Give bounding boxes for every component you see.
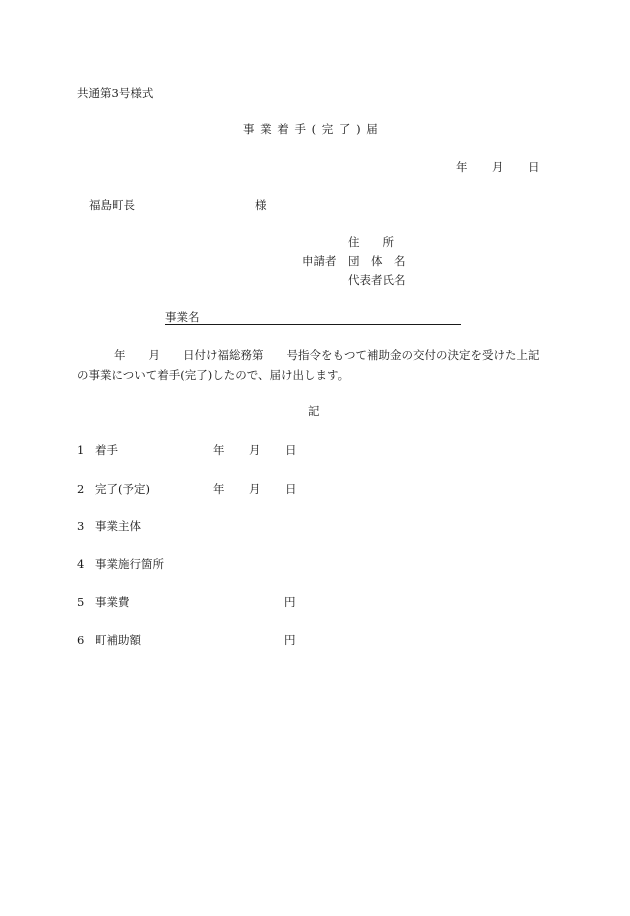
item-number: 5 xyxy=(77,595,85,609)
item-label: 事業主体 xyxy=(95,519,141,533)
date-year-label: 年 xyxy=(456,160,468,174)
item-month-label: 月 xyxy=(249,482,261,496)
address-label: 住 所 xyxy=(348,235,394,249)
addressee-name: 福島町長 xyxy=(89,198,135,212)
document-title: 事 業 着 手 ( 完 了 ) 届 xyxy=(243,122,379,136)
item-label: 事業費 xyxy=(95,595,130,609)
item-day-label: 日 xyxy=(285,443,297,457)
organization-label: 団 体 名 xyxy=(348,254,406,268)
item-month-label: 月 xyxy=(249,443,261,457)
date-day-label: 日 xyxy=(528,160,540,174)
item-year-label: 年 xyxy=(213,482,225,496)
item-label: 完了(予定) xyxy=(95,482,150,496)
project-name-label: 事業名 xyxy=(165,310,200,324)
item-number: 1 xyxy=(77,443,85,457)
item-number: 3 xyxy=(77,519,85,533)
date-month-label: 月 xyxy=(492,160,504,174)
addressee-honorific: 様 xyxy=(255,198,267,212)
item-unit-label: 円 xyxy=(284,633,296,647)
body-line-1: 年 月 日付け福総務第 号指令をもつて補助金の交付の決定を受けた上記 xyxy=(114,348,540,362)
item-label: 事業施行箇所 xyxy=(95,557,164,571)
ki-heading: 記 xyxy=(308,404,320,418)
body-line-2: の事業について着手(完了)したので、届け出します。 xyxy=(77,368,350,382)
item-number: 4 xyxy=(77,557,85,571)
item-number: 6 xyxy=(77,633,85,647)
item-year-label: 年 xyxy=(213,443,225,457)
item-number: 2 xyxy=(77,482,85,496)
item-label: 町補助額 xyxy=(95,633,141,647)
item-label: 着手 xyxy=(95,443,118,457)
project-name-underline xyxy=(165,324,461,325)
item-day-label: 日 xyxy=(285,482,297,496)
form-number: 共通第3号様式 xyxy=(77,86,154,100)
representative-label: 代表者氏名 xyxy=(348,273,406,287)
item-unit-label: 円 xyxy=(284,595,296,609)
applicant-label: 申請者 xyxy=(302,254,337,268)
